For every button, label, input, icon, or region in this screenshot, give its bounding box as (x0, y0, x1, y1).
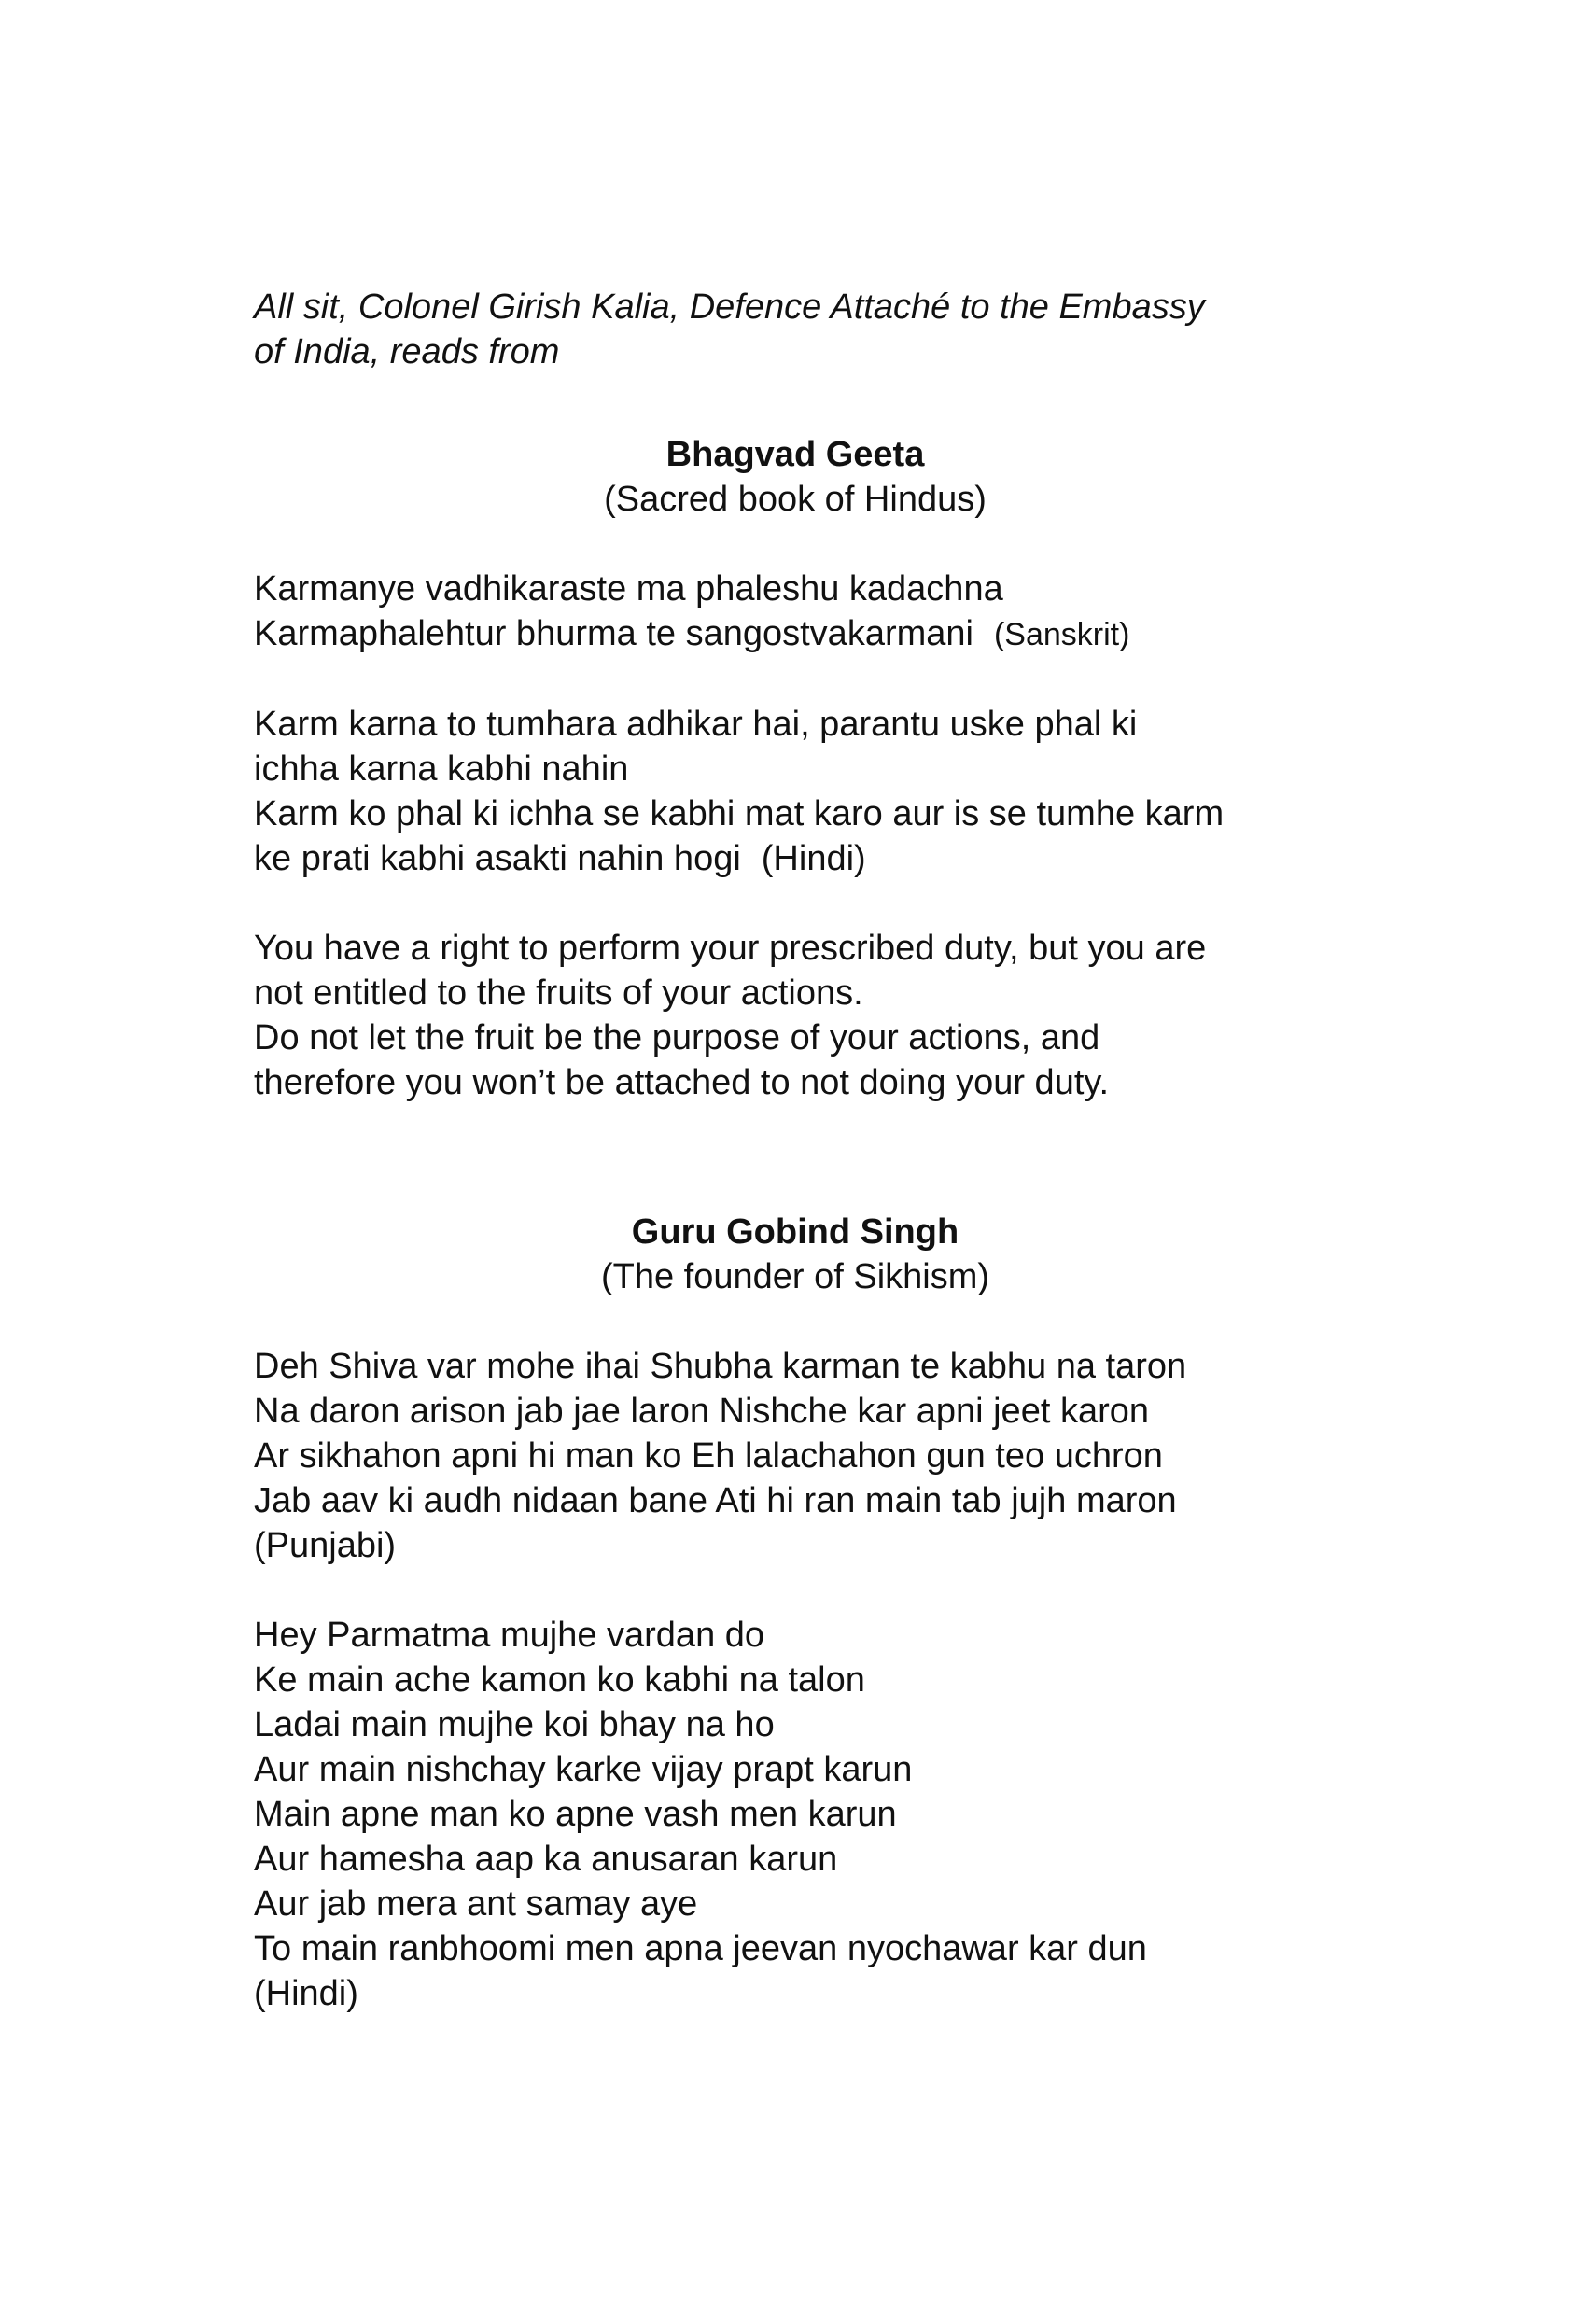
verse-line: Deh Shiva var mohe ihai Shubha karman te kabhu na taron (254, 1347, 1187, 1386)
verse-line: Aur hamesha aap ka anusaran karun (254, 1840, 838, 1879)
language-label: (Hindi) (761, 839, 866, 878)
verse-line: Na daron arison jab jae laron Nishche kar apni jeet karon (254, 1392, 1149, 1431)
stanza-hindi-translation (254, 702, 1355, 881)
section-title: Bhagvad Geeta (665, 435, 925, 474)
verse-line (254, 611, 1355, 657)
verse-line: Karmanye vadhikaraste ma phaleshu kadachna (254, 569, 1003, 609)
verse-line: Aur main nishchay karke vijay prapt karun (254, 1750, 913, 1789)
verse-line: You have a right to perform your prescribed duty, but you are (254, 929, 1207, 968)
verse-line: ichha karna kabhi nahin (254, 749, 629, 789)
verse-line-text: ke prati kabhi asakti nahin hogi (254, 839, 741, 878)
intro-paragraph (254, 285, 1355, 374)
language-label: (Hindi) (254, 1974, 358, 2013)
document-body (254, 285, 1355, 2016)
verse-line: Ar sikhahon apni hi man ko Eh lalachahon gun teo uchron (254, 1436, 1163, 1476)
intro-line: All sit, Colonel Girish Kalia, Defence Attaché to the Embassy (254, 287, 1205, 327)
verse-line-text: Karmaphalehtur bhurma te sangostvakarmani (254, 614, 973, 653)
section-subtitle: (Sacred book of Hindus) (604, 480, 987, 519)
verse-line: Do not let the fruit be the purpose of your actions, and (254, 1018, 1100, 1057)
verse-line: Ke main ache kamon ko kabhi na talon (254, 1660, 865, 1700)
verse-line: Karm karna to tumhara adhikar hai, parantu uske phal ki (254, 705, 1138, 744)
verse-line: Ladai main mujhe koi bhay na ho (254, 1705, 775, 1744)
verse-line: Main apne man ko apne vash men karun (254, 1795, 897, 1834)
stanza-sanskrit (254, 567, 1355, 657)
stanza-english-translation (254, 926, 1355, 1105)
verse-line: Aur jab mera ant samay aye (254, 1884, 698, 1924)
verse-line: therefore you won’t be attached to not doing your duty. (254, 1063, 1110, 1102)
language-label: (Punjabi) (254, 1526, 397, 1565)
section-subtitle: (The founder of Sikhism) (600, 1257, 990, 1296)
verse-line: not entitled to the fruits of your actions. (254, 973, 863, 1013)
verse-line: To main ranbhoomi men apna jeevan nyochawar kar dun (254, 1929, 1147, 1968)
section-heading-bhagvad-geeta (254, 432, 1355, 522)
verse-line: Jab aav ki audh nidaan bane Ati hi ran main tab jujh maron (254, 1481, 1177, 1520)
stanza-hindi-prayer (254, 1613, 1355, 2016)
verse-line: Karm ko phal ki ichha se kabhi mat karo aur is se tumhe karm (254, 794, 1225, 833)
section-heading-guru-gobind-singh (254, 1210, 1355, 1299)
language-label: (Sanskrit) (993, 617, 1130, 652)
verse-line (254, 836, 1355, 881)
stanza-punjabi (254, 1344, 1355, 1568)
section-title: Guru Gobind Singh (631, 1212, 959, 1252)
verse-line: Hey Parmatma mujhe vardan do (254, 1616, 765, 1655)
intro-line: of India, reads from (254, 332, 560, 371)
